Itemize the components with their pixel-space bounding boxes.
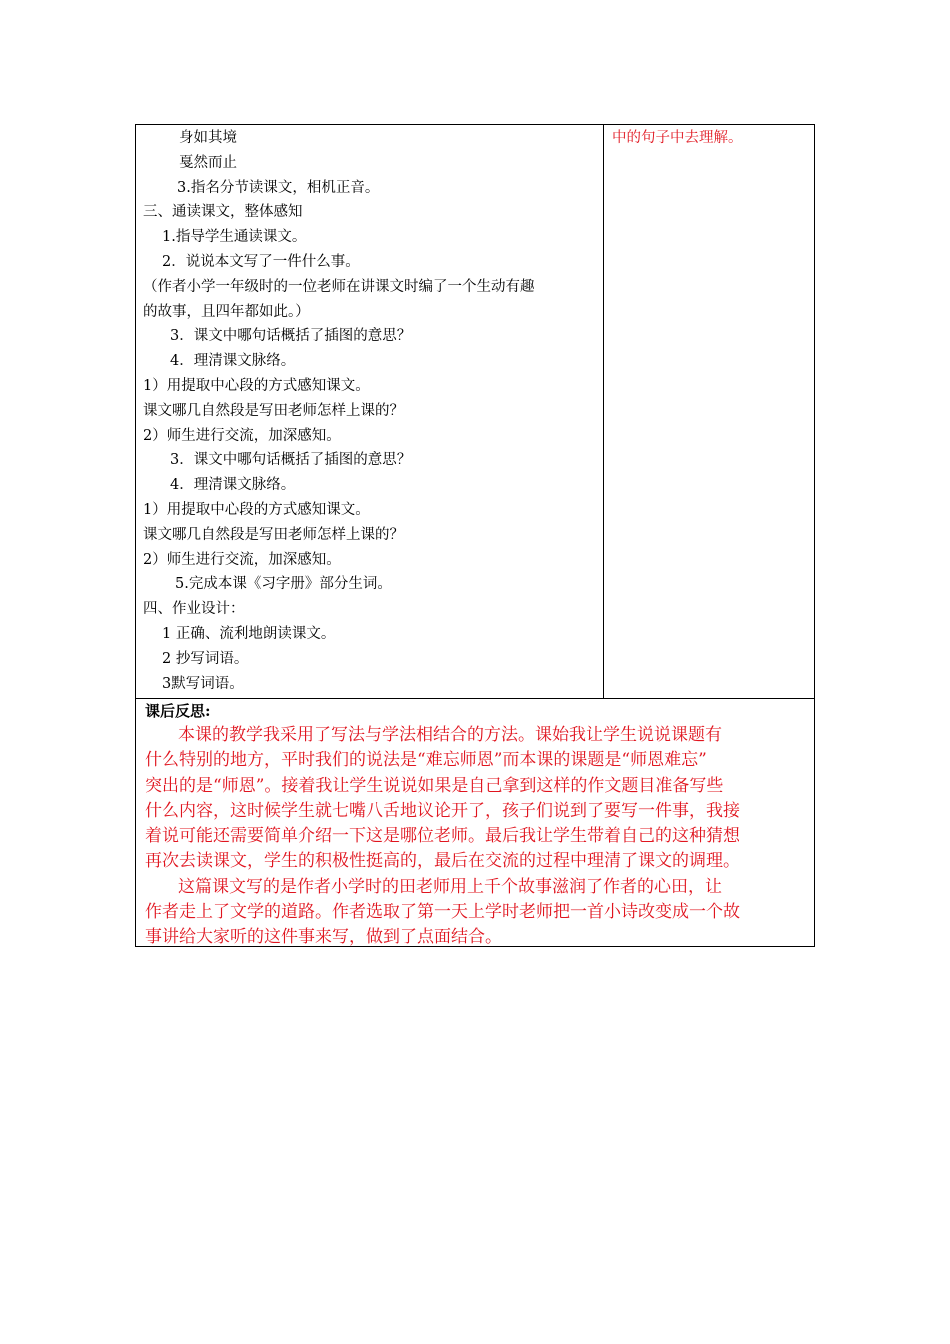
reflection-line: 突出的是“师恩”。接着我让学生说说如果是自己拿到这样的作文题目准备写些	[145, 775, 724, 796]
lesson-line: 的故事，且四年都如此。）	[143, 303, 310, 320]
lesson-line: 2．说说本文写了一件什么事。	[162, 253, 360, 270]
lesson-line: 4．理清课文脉络。	[170, 353, 296, 370]
reflection-section	[145, 699, 807, 951]
lesson-line: 4．理清课文脉络。	[170, 477, 296, 494]
reflection-title: 课后反思:	[145, 702, 211, 720]
reflection-line: 作者走上了文学的道路。作者选取了第一天上学时老师把一首小诗改变成一个故	[145, 902, 740, 923]
reflection-line: 什么内容，这时候学生就七嘴八舌地议论开了，孩子们说到了要写一件事，我接	[145, 800, 740, 821]
reflection-line: 着说可能还需要简单介绍一下这是哪位老师。最后我让学生带着自己的这种猜想	[145, 826, 740, 847]
lesson-line: 四、作业设计：	[143, 601, 245, 618]
reflection-line: 什么特别的地方，平时我们的说法是“难忘师恩”而本课的课题是“师恩难忘”	[145, 750, 707, 771]
lesson-line: 3默写词语。	[162, 675, 244, 692]
lesson-line: 2）师生进行交流，加深感知。	[143, 427, 341, 444]
note-line: 中的句子中去理解。	[612, 130, 743, 146]
reflection-line: 本课的教学我采用了写法与学法相结合的方法。课始我让学生说说课题有	[178, 725, 722, 745]
lesson-line: 2）师生进行交流，加深感知。	[143, 551, 341, 568]
lesson-line: 1）用提取中心段的方式感知课文。	[143, 377, 370, 394]
notes-cell	[612, 126, 808, 151]
lesson-line: 1.指导学生通读课文。	[162, 229, 307, 246]
lesson-line: （作者小学一年级时的一位老师在讲课文时编了一个生动有趣	[143, 278, 535, 295]
reflection-line: 事讲给大家听的这件事来写，做到了点面结合。	[145, 927, 502, 948]
column-divider	[603, 124, 604, 698]
lesson-line: 5.完成本课《习字册》部分生词。	[175, 576, 392, 593]
reflection-body	[145, 723, 807, 951]
lesson-line: 戛然而止	[179, 154, 237, 171]
lesson-steps-cell	[143, 126, 599, 696]
lesson-line: 课文哪几自然段是写田老师怎样上课的？	[143, 526, 404, 543]
lesson-line: 身如其境	[179, 130, 237, 146]
lesson-line: 课文哪几自然段是写田老师怎样上课的？	[143, 402, 404, 419]
lesson-line: 三、通读课文，整体感知	[143, 204, 303, 221]
lesson-line: 2 抄写词语。	[162, 650, 249, 667]
lesson-line: 1 正确、流利地朗读课文。	[162, 625, 336, 642]
lesson-line: 3．课文中哪句话概括了插图的意思？	[170, 328, 412, 345]
reflection-line: 再次去读课文，学生的积极性挺高的，最后在交流的过程中理清了课文的调理。	[145, 851, 740, 872]
reflection-line: 这篇课文写的是作者小学时的田老师用上千个故事滋润了作者的心田，让	[178, 876, 722, 897]
lesson-line: 3.指名分节读课文，相机正音。	[177, 179, 380, 196]
lesson-line: 1）用提取中心段的方式感知课文。	[143, 501, 370, 518]
lesson-line: 3．课文中哪句话概括了插图的意思？	[170, 452, 412, 469]
